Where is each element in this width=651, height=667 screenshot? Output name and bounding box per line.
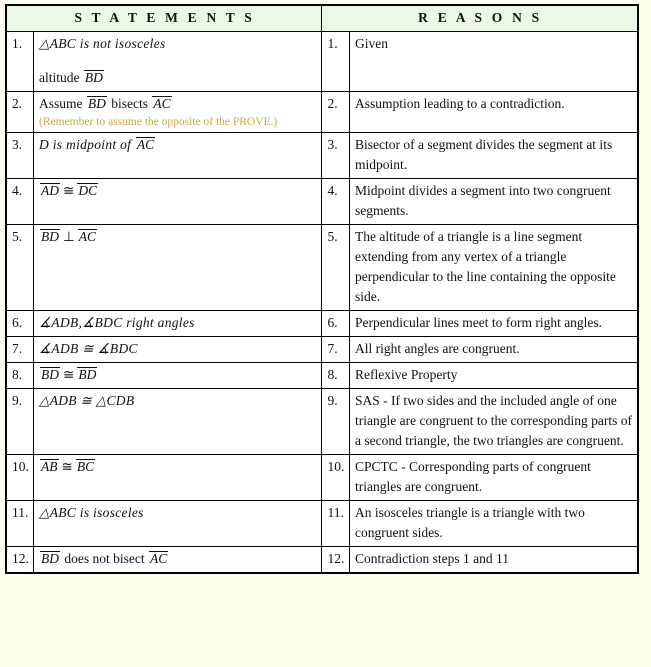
math-expression: △ADB ≅ △CDB: [39, 393, 135, 408]
table-row: [6, 32, 638, 92]
reason-cell: All right angles are congruent.: [350, 337, 639, 363]
statement-number: 5.: [6, 225, 34, 311]
reason-number: 6.: [322, 311, 350, 337]
reason-cell: CPCTC - Corresponding parts of congruent triangles are congruent.: [350, 455, 639, 501]
math-operator: ≅: [63, 367, 75, 382]
statement-number: 12.: [6, 547, 34, 574]
reason-cell: Contradiction steps 1 and 11: [350, 547, 639, 574]
statement-cell: [34, 389, 322, 455]
table-row: [6, 225, 638, 311]
segment-overline-AC: AC: [150, 551, 168, 566]
statement-number: 11.: [6, 501, 34, 547]
proof-rows: [6, 32, 638, 574]
statement-cell: [34, 179, 322, 225]
segment-overline-BD: BD: [41, 551, 60, 566]
statement-note: (Remember to assume the opposite of the PROVE.): [39, 116, 278, 128]
proof-table-container: [5, 4, 639, 574]
statement-number: 10.: [6, 455, 34, 501]
header-statements: S T A T E M E N T S: [6, 5, 322, 32]
statement-text: altitude: [39, 70, 83, 85]
segment-overline-AB: AB: [41, 459, 58, 474]
math-operator: ⊥: [63, 229, 75, 244]
reason-number: 3.: [322, 133, 350, 179]
statement-cell: [34, 455, 322, 501]
segment-overline-BD: BD: [87, 96, 106, 111]
statement-cell: [34, 32, 322, 92]
statement-cell: [34, 92, 322, 133]
statement-text: bisects: [107, 96, 152, 111]
reason-number: 12.: [322, 547, 350, 574]
reason-number: 8.: [322, 363, 350, 389]
segment-overline-AC: AC: [153, 96, 171, 111]
table-row: [6, 311, 638, 337]
segment-overline-BD: BD: [84, 70, 103, 85]
math-operator: ≅: [61, 459, 73, 474]
table-row: [6, 363, 638, 389]
math-operator: ≅: [63, 183, 75, 198]
reason-number: 4.: [322, 179, 350, 225]
segment-overline-AC: AC: [78, 229, 97, 244]
statement-cell: [34, 133, 322, 179]
reason-cell: Bisector of a segment divides the segment at its midpoint.: [350, 133, 639, 179]
segment-overline-AD: AD: [41, 183, 60, 198]
header-reasons: R E A S O N S: [322, 5, 638, 32]
reason-number: 7.: [322, 337, 350, 363]
reason-cell: SAS - If two sides and the included angle of one triangle are congruent to the corresponding parts of a second triangle, the two triangles are congruent.: [350, 389, 639, 455]
table-row: [6, 547, 638, 574]
reason-number: 11.: [322, 501, 350, 547]
statement-number: 7.: [6, 337, 34, 363]
reason-number: 9.: [322, 389, 350, 455]
statement-number: 2.: [6, 92, 34, 133]
statement-text: D is midpoint of: [39, 137, 135, 152]
statement-number: 6.: [6, 311, 34, 337]
segment-overline-BC: BC: [76, 459, 95, 474]
statement-cell: [34, 501, 322, 547]
reason-cell: Midpoint divides a segment into two congruent segments.: [350, 179, 639, 225]
statement-text: Assume: [39, 96, 86, 111]
math-expression: △ABC is not isosceles: [39, 36, 166, 51]
reason-cell: Assumption leading to a contradiction.: [350, 92, 639, 133]
math-expression: ∡ADB,∡BDC right angles: [39, 315, 195, 330]
statement-cell: [34, 311, 322, 337]
reason-cell: Given: [350, 32, 639, 92]
segment-overline-BD: BD: [78, 367, 97, 382]
statement-cell: [34, 363, 322, 389]
statement-text: does not bisect: [61, 551, 149, 566]
math-expression: ∡ADB ≅ ∡BDC: [39, 341, 138, 356]
table-row: [6, 455, 638, 501]
statement-number: 3.: [6, 133, 34, 179]
reason-cell: The altitude of a triangle is a line segment extending from any vertex of a triangle perpendicular to the line containing the opposite side.: [350, 225, 639, 311]
segment-overline-AC: AC: [136, 137, 155, 152]
reason-number: 1.: [322, 32, 350, 92]
reason-number: 5.: [322, 225, 350, 311]
statement-cell: [34, 225, 322, 311]
statement-number: 8.: [6, 363, 34, 389]
table-header-row: [6, 5, 638, 32]
statement-cell: [34, 337, 322, 363]
table-row: [6, 92, 638, 133]
table-row: [6, 389, 638, 455]
statement-number: 4.: [6, 179, 34, 225]
table-row: [6, 179, 638, 225]
table-row: [6, 133, 638, 179]
table-row: [6, 501, 638, 547]
reason-cell: An isosceles triangle is a triangle with two congruent sides.: [350, 501, 639, 547]
two-column-proof-table: [5, 4, 639, 574]
reason-number: 10.: [322, 455, 350, 501]
reason-cell: Reflexive Property: [350, 363, 639, 389]
statement-number: 9.: [6, 389, 34, 455]
reason-cell: Perpendicular lines meet to form right angles.: [350, 311, 639, 337]
statement-number: 1.: [6, 32, 34, 92]
segment-overline-BD: BD: [41, 367, 60, 382]
reason-number: 2.: [322, 92, 350, 133]
statement-cell: [34, 547, 322, 574]
table-row: [6, 337, 638, 363]
segment-overline-BD: BD: [41, 229, 60, 244]
segment-overline-DC: DC: [78, 183, 98, 198]
math-expression: △ABC is isosceles: [39, 505, 144, 520]
